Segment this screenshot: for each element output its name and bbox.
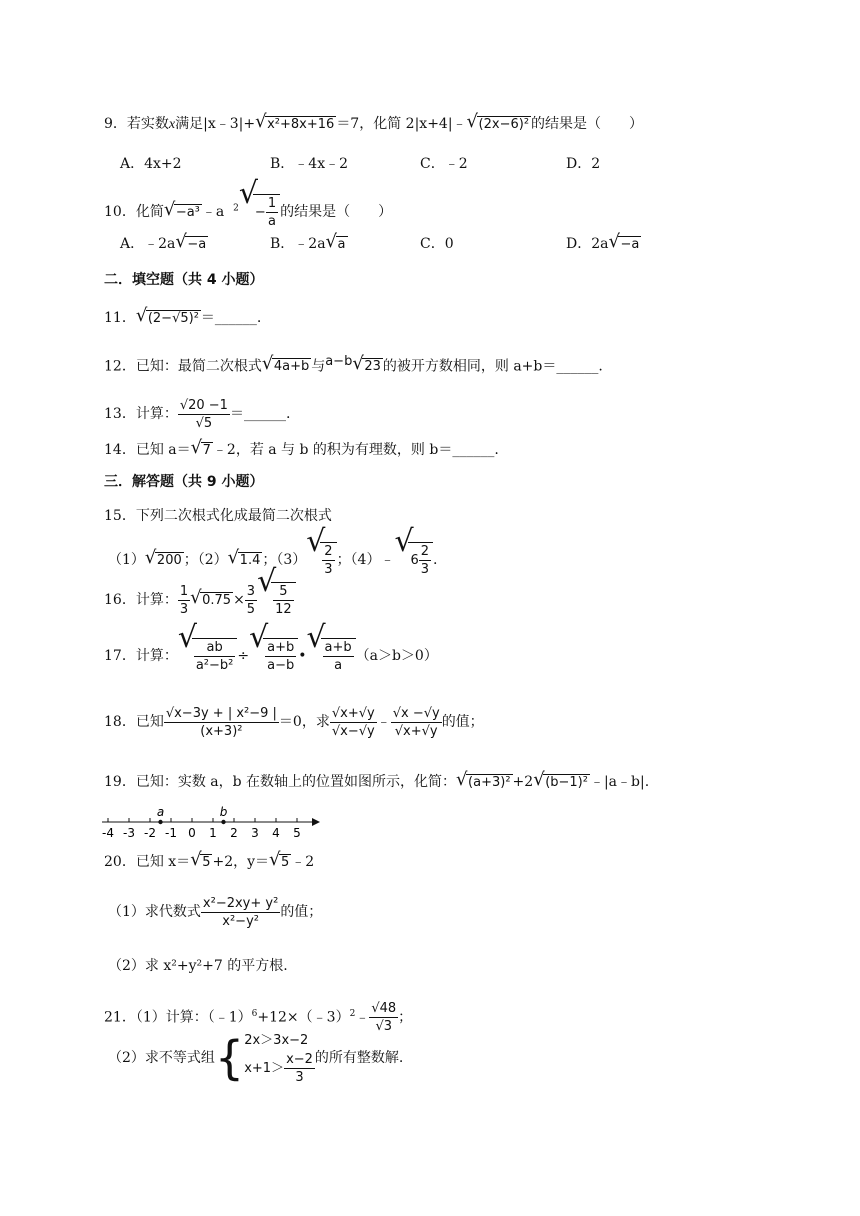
radicand: 5 xyxy=(202,854,211,870)
point-a-label: a xyxy=(156,806,165,819)
numerator: √x−3y + | x²−9 | xyxy=(165,705,277,721)
denominator: √3 xyxy=(375,1019,392,1035)
denominator: 3 xyxy=(324,562,333,577)
radical: √ −a xyxy=(608,230,640,252)
numerator: √x+√y xyxy=(331,705,375,721)
radical: √ $\frac{2}{3}$ xyxy=(306,542,336,578)
divide-sign: ÷ xyxy=(237,648,250,664)
question-11 xyxy=(104,304,262,328)
tick-label: -1 xyxy=(165,826,177,840)
radical: √ −a xyxy=(175,230,207,252)
denominator: a²−b² xyxy=(195,658,234,673)
q12-text-2: 与 xyxy=(311,358,326,375)
q10-option-a xyxy=(120,230,208,254)
brace-icon: { xyxy=(214,1031,245,1085)
numerator: 2 xyxy=(420,544,430,559)
q19-text: 已知：实数 a，b 在数轴上的位置如图所示，化简： xyxy=(135,774,457,790)
question-17 xyxy=(104,620,438,678)
question-13 xyxy=(104,392,290,436)
radical: √ $\frac{ab}{\text{a²−b²}}$ xyxy=(178,638,238,674)
denominator: a−b xyxy=(267,658,295,673)
part-label: （1） xyxy=(108,552,145,568)
radical: √ $\frac{a+b}{a-b}$ xyxy=(249,638,298,674)
q9-var: x xyxy=(168,117,176,132)
radicand: (2−√5)² xyxy=(147,310,199,326)
part-label: ；（3） xyxy=(262,552,307,568)
tick-label: 1 xyxy=(209,826,217,840)
fraction xyxy=(178,583,190,618)
inequality-system xyxy=(244,1031,315,1086)
radical: √ 6 $\frac{2}{3}$ xyxy=(394,542,433,578)
tick-label: -4 xyxy=(102,826,114,840)
q9-option-b: B．﹣4x﹣2 xyxy=(270,156,348,172)
radical: √ a xyxy=(325,230,346,252)
denominator: √x+√y xyxy=(394,723,438,739)
radicand: 23 xyxy=(364,359,381,375)
q21-post: ； xyxy=(398,1009,413,1026)
radical: √ −a³ xyxy=(163,198,200,220)
denominator: 5 xyxy=(246,601,256,617)
q17-text: 计算： xyxy=(135,648,178,664)
question-19 xyxy=(104,768,650,792)
radicand: (a+3)² xyxy=(468,774,511,790)
q19-post: ﹣|a﹣b|. xyxy=(589,774,650,790)
times-sign: × xyxy=(233,592,245,608)
numerator: 1 xyxy=(267,196,277,211)
q10-text-2: ﹣a xyxy=(201,204,225,220)
radicand xyxy=(192,638,238,674)
part-label: （2）求不等式组 xyxy=(108,1050,215,1066)
inequality-2-left: x+1＞ xyxy=(244,1060,285,1076)
question-20-part-1 xyxy=(108,890,322,934)
radical: √ x²+8x+16 xyxy=(255,110,335,132)
q10-index: 2 xyxy=(233,203,239,214)
whole-part: 6 xyxy=(410,553,419,568)
q9-abs: x﹣3|+ xyxy=(207,116,256,132)
denominator: 3 xyxy=(179,601,189,617)
fraction xyxy=(391,705,442,740)
numerator: x−2 xyxy=(286,1051,313,1067)
question-12 xyxy=(104,352,603,377)
denominator: x²−y² xyxy=(222,913,259,929)
numerator: x²−2xy+ y² xyxy=(202,895,279,911)
part-label: ；（4）﹣ xyxy=(336,552,395,568)
radicand: (b−1)² xyxy=(545,774,588,790)
q18-text-2: ＝0，求 xyxy=(278,714,330,730)
condition: （a＞b＞0） xyxy=(355,648,438,664)
fraction xyxy=(284,1051,315,1086)
q11-post: ＝______. xyxy=(200,310,262,326)
numerator: ab xyxy=(194,639,236,657)
radicand: 4a+b xyxy=(273,359,310,375)
q20-post: ﹣2 xyxy=(291,854,315,870)
radical: √ 5 xyxy=(269,848,290,870)
inequality-1: 2x＞3x−2 xyxy=(244,1032,309,1048)
q9-text-2: 满足| xyxy=(175,116,208,132)
radicand: −a xyxy=(187,236,207,252)
q18-text: 已知 xyxy=(135,714,164,730)
q9-post: 的结果是（ ） xyxy=(531,116,644,132)
numerator: a+b xyxy=(324,640,352,655)
tick-label: 0 xyxy=(188,826,196,840)
q10-post: 的结果是（ ） xyxy=(280,204,393,220)
radical: √ 200 xyxy=(144,546,182,568)
q12-post: 的被开方数相同，则 a+b＝______. xyxy=(382,358,603,375)
q20-1-post: 的值； xyxy=(280,904,323,920)
q10-option-b xyxy=(270,230,348,254)
radicand: (2x−6)² xyxy=(478,116,530,132)
radicand: 200 xyxy=(156,552,182,568)
question-20-part-2: （2）求 x²+y²+7 的平方根. xyxy=(108,958,288,974)
question-number: 14． xyxy=(104,442,136,458)
minus-sign: ﹣ xyxy=(376,714,391,730)
question-14 xyxy=(104,436,499,460)
plus-sign: +2 xyxy=(512,774,534,790)
radical: √ (b−1)² xyxy=(533,768,588,790)
fraction xyxy=(323,639,354,674)
q16-text: 计算： xyxy=(135,592,178,608)
radical: √ 23 xyxy=(352,353,381,375)
radical: √ $\frac{5}{12}$ xyxy=(257,582,296,618)
radicand: a xyxy=(337,236,346,252)
tick-label: 3 xyxy=(251,826,259,840)
tick-label: 5 xyxy=(293,826,301,840)
q20-text-2: +2，y＝ xyxy=(212,854,270,870)
question-number: 9． xyxy=(104,116,127,132)
denominator: 3 xyxy=(295,1069,304,1085)
q13-text: 计算： xyxy=(135,406,178,422)
numerator: √20 −1 xyxy=(179,397,228,413)
radical: √ 7 xyxy=(190,436,211,458)
exponent: 2 xyxy=(349,1009,356,1019)
question-number: 13． xyxy=(104,406,136,422)
radicand: 0.75 xyxy=(202,592,232,608)
option-text: A．﹣2a xyxy=(120,236,176,252)
radical: √ (2−√5)² xyxy=(135,304,199,326)
q21-text: （1）计算：（﹣1） xyxy=(135,1009,252,1026)
section-heading-answer: 三．解答题（共 9 小题） xyxy=(104,474,264,490)
q14-post: ﹣2，若 a 与 b 的积为有理数，则 b＝______. xyxy=(212,442,499,458)
radicand xyxy=(263,638,298,674)
numerator: 5 xyxy=(273,583,294,601)
exponent: 6 xyxy=(251,1009,258,1019)
q10-text: 化简 xyxy=(135,204,164,220)
q10-option-c: C．0 xyxy=(420,236,454,252)
number-line xyxy=(98,806,328,846)
q9-option-c: C．﹣2 xyxy=(420,156,468,172)
q9-text: 若实数 xyxy=(126,116,169,132)
dot-sign: • xyxy=(298,648,307,664)
question-number: 18． xyxy=(104,714,136,730)
question-number: 11． xyxy=(104,310,136,326)
denominator: a xyxy=(267,214,276,229)
tick-label: -3 xyxy=(123,826,135,840)
question-15 xyxy=(104,506,332,526)
inequality-2 xyxy=(244,1051,315,1086)
denominator: √x−√y xyxy=(331,723,375,739)
numerator: 3 xyxy=(246,583,256,599)
radicand: 5 xyxy=(281,854,290,870)
question-number: 17． xyxy=(104,648,136,664)
denominator: a xyxy=(334,658,343,673)
denominator: 12 xyxy=(275,602,292,617)
question-number: 16． xyxy=(104,592,136,608)
radicand: x²+8x+16 xyxy=(267,116,335,132)
end-mark: . xyxy=(433,552,438,568)
q9-eq: ＝7，化简 2| xyxy=(336,116,420,132)
radicand: 7 xyxy=(202,442,211,458)
denominator: √5 xyxy=(195,415,213,431)
q13-post: ＝______. xyxy=(229,406,291,422)
q21-text-2: +12×（﹣3） xyxy=(257,1009,350,1026)
question-number: 20． xyxy=(104,854,136,870)
fraction xyxy=(164,705,279,740)
radical: √ (a+3)² xyxy=(456,768,511,790)
fraction xyxy=(265,639,296,674)
question-number: 15． xyxy=(104,508,136,524)
radical: √ 0.75 xyxy=(190,586,232,608)
radical: √ 5 xyxy=(190,848,211,870)
numerator: √x −√y xyxy=(392,705,440,721)
question-number: 12． xyxy=(104,358,136,375)
denominator: 3 xyxy=(420,562,430,577)
radical: √ (2x−6)² xyxy=(466,110,530,132)
root-index: a−b xyxy=(325,354,353,369)
fraction xyxy=(419,543,431,578)
question-18 xyxy=(104,700,484,744)
fraction xyxy=(194,639,236,674)
radical: √ − $\frac{1}{a}$ xyxy=(239,194,280,230)
question-10 xyxy=(104,176,393,230)
section-heading-fill-in: 二．填空题（共 4 小题） xyxy=(104,272,264,288)
tick-label: -2 xyxy=(144,826,156,840)
fraction xyxy=(266,195,278,230)
axis-arrow-icon xyxy=(312,818,320,826)
fraction xyxy=(330,705,377,740)
radical: √ 1.4 xyxy=(227,546,261,568)
q14-text: 已知 a＝ xyxy=(135,442,191,458)
point-a xyxy=(158,820,162,824)
q9-abs-2: x+4|﹣ xyxy=(419,116,467,132)
denominator: (x+3)² xyxy=(200,723,243,739)
radicand: − $\frac{1}{a}$ xyxy=(253,194,280,230)
fraction xyxy=(178,397,230,432)
numerator: √48 xyxy=(371,1001,397,1017)
radicand: −a xyxy=(620,236,640,252)
option-text: D．2a xyxy=(566,236,609,252)
option-text: B．﹣2a xyxy=(270,236,326,252)
tick-label: 2 xyxy=(230,826,238,840)
q9-option-a: A．4x+2 xyxy=(120,156,182,172)
question-number: 10． xyxy=(104,204,136,220)
part-label: ；（2） xyxy=(183,552,228,568)
radical: √ $\frac{a+b}{a}$ xyxy=(307,638,356,674)
question-21-part-2 xyxy=(108,1030,403,1086)
radicand: 1.4 xyxy=(239,552,261,568)
point-b xyxy=(221,820,225,824)
question-number: 19． xyxy=(104,774,136,790)
radicand: −a³ xyxy=(175,204,200,220)
q15-text: 下列二次根式化成最简二次根式 xyxy=(135,508,332,524)
q12-text: 已知：最简二次根式 xyxy=(135,358,262,375)
tick-label: 4 xyxy=(272,826,280,840)
part-label: （1）求代数式 xyxy=(108,904,201,920)
question-20 xyxy=(104,848,315,872)
question-16 xyxy=(104,564,296,620)
q21-2-post: 的所有整数解. xyxy=(314,1050,404,1066)
question-9 xyxy=(104,110,644,135)
q18-post: 的值； xyxy=(441,714,484,730)
fraction xyxy=(245,583,257,618)
minus-sign: ﹣ xyxy=(355,1009,370,1026)
q20-text: 已知 x＝ xyxy=(135,854,191,870)
q10-option-d xyxy=(566,230,641,254)
fraction xyxy=(201,895,280,930)
point-b-label: b xyxy=(219,806,228,819)
numerator: 1 xyxy=(179,583,189,599)
radical: √ 4a+b xyxy=(261,353,310,375)
numerator: a+b xyxy=(267,640,295,655)
question-number: 21． xyxy=(104,1009,136,1026)
q9-option-d: D．2 xyxy=(566,156,601,172)
numerator: 2 xyxy=(324,544,333,559)
